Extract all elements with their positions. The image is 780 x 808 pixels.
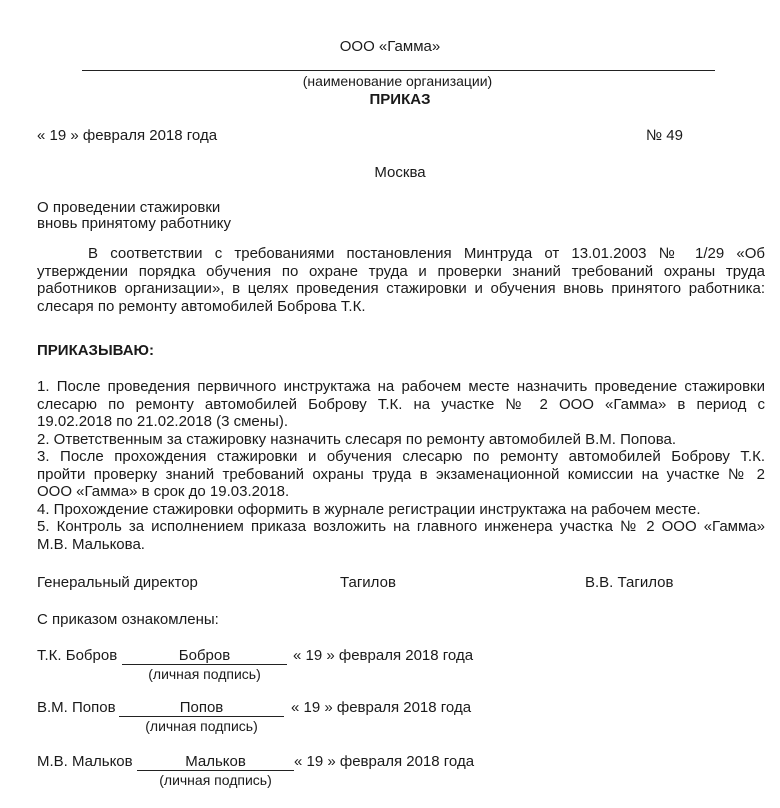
order-date: « 19 » февраля 2018 года (37, 127, 218, 144)
document-type: ПРИКАЗ (369, 91, 431, 108)
subject-line-1: О проведении стажировки (37, 199, 221, 216)
signature-caption: (личная подпись) (145, 718, 258, 734)
preamble-line: работников организации», в целях проведения стажировки и обучения вновь принятого работника: (37, 280, 765, 297)
item-line: М.В. Малькова. (37, 535, 145, 553)
item-line: 4. Прохождение стажировки оформить в журнале регистрации инструктажа на рабочем месте. (37, 500, 701, 518)
acquaintance-signature: Мальков (185, 753, 246, 770)
organization-name: ООО «Гамма» (339, 38, 441, 55)
acquainted-label: С приказом ознакомлены: (37, 611, 219, 628)
acquaintance-signature: Бобров (178, 647, 231, 664)
acquaintance-name: Т.К. Бобров (37, 647, 118, 664)
signature-line (137, 770, 294, 771)
signature-line (122, 664, 287, 665)
order-number: № 49 (646, 127, 683, 144)
preamble-line: слесаря по ремонту автомобилей Боброва Т.К. (37, 297, 366, 315)
order-word: ПРИКАЗЫВАЮ: (37, 342, 155, 359)
organization-caption: (наименование организации) (302, 73, 493, 89)
director-name: В.В. Тагилов (585, 574, 674, 591)
item-line: 3. После прохождения стажировки и обучения слесарю по ремонту автомобилей Боброву Т.К. (37, 448, 765, 465)
organization-underline (82, 70, 715, 71)
acquaintance-date: « 19 » февраля 2018 года (293, 647, 474, 664)
item-line: 19.02.2018 по 21.02.2018 (3 смены). (37, 413, 289, 430)
signature-caption: (личная подпись) (159, 772, 272, 788)
preamble-line: В соответствии с требованиями постановления Минтруда от 13.01.2003 № 1/29 «Об (88, 245, 765, 262)
acquaintance-date: « 19 » февраля 2018 года (294, 753, 475, 770)
order-city: Москва (374, 164, 426, 181)
acquaintance-name: М.В. Мальков (37, 753, 133, 770)
acquaintance-date: « 19 » февраля 2018 года (291, 699, 472, 716)
acquaintance-name: В.М. Попов (37, 699, 116, 716)
subject-line-2: вновь принятому работнику (37, 215, 232, 232)
signature-line (119, 716, 284, 717)
signature-caption: (личная подпись) (148, 666, 261, 682)
item-line: ООО «Гамма» в срок до 19.03.2018. (37, 483, 290, 500)
preamble (37, 245, 765, 315)
order-items (37, 378, 765, 553)
item-line: 5. Контроль за исполнением приказа возложить на главного инженера участка № 2 ООО «Гамма» (37, 518, 765, 535)
director-signature: Тагилов (340, 574, 396, 591)
item-line: 2. Ответственным за стажировку назначить слесаря по ремонту автомобилей В.М. Попова. (37, 430, 677, 448)
item-line: 1. После проведения первичного инструктажа на рабочем месте назначить проведение стажировки (37, 378, 765, 395)
acquaintance-signature: Попов (179, 699, 224, 716)
director-title: Генеральный директор (37, 574, 198, 591)
item-line: слесарю по ремонту автомобилей Боброву Т.К. на участке № 2 ООО «Гамма» в период с (37, 395, 765, 413)
item-line: пройти проверку знаний требований охраны труда в экзаменационной комиссии на участке № 2 (37, 465, 765, 483)
preamble-line: утверждении порядка обучения по охране труда и проверки знаний требований охраны труда (37, 262, 765, 280)
